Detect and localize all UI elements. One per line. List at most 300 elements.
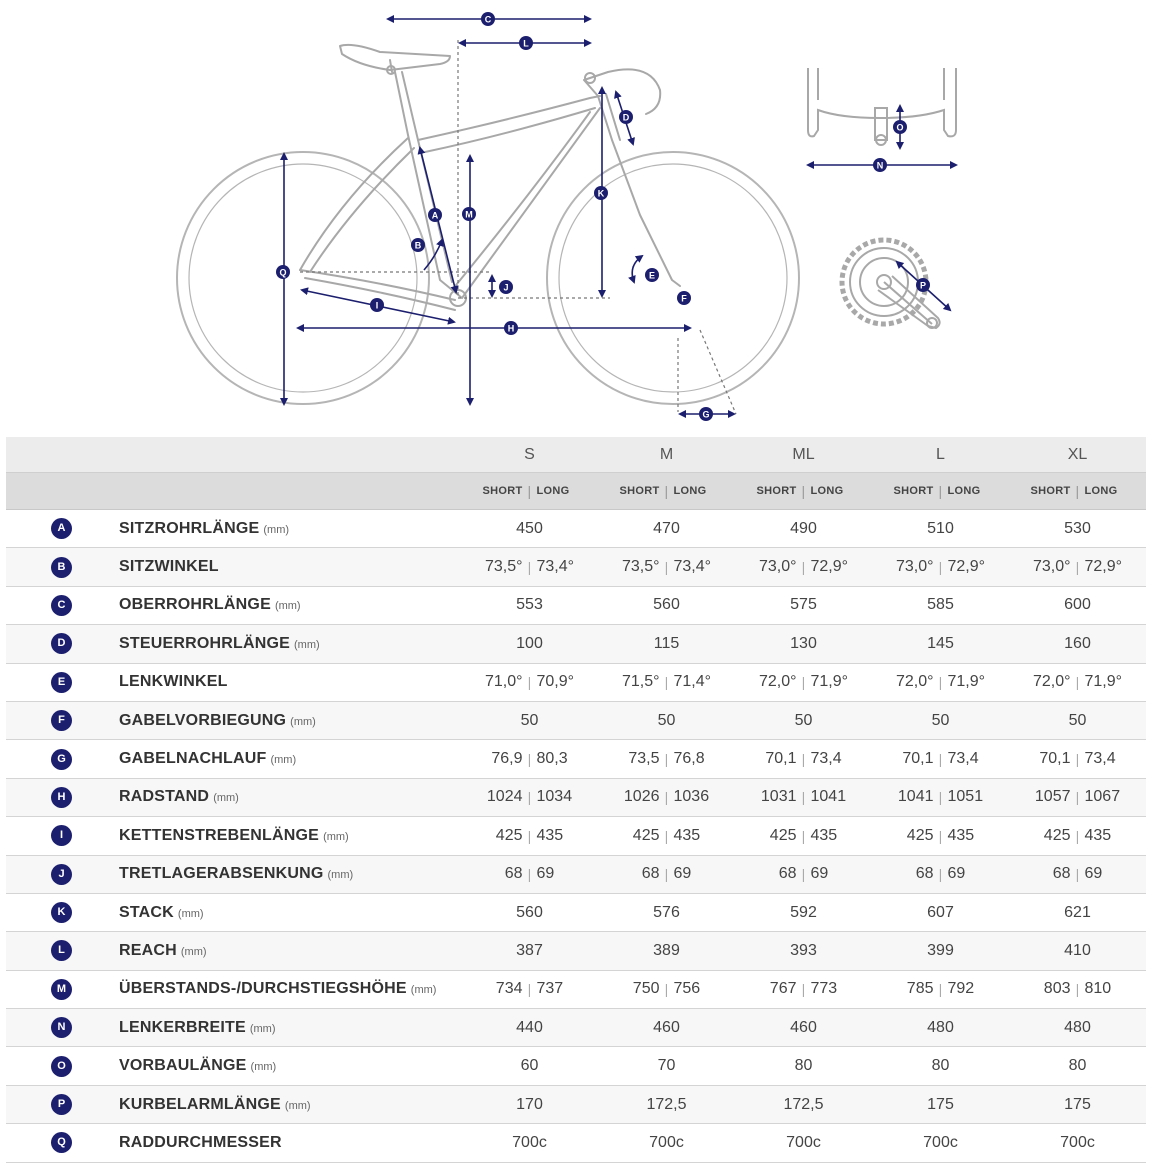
diagram-badge-o: [893, 120, 907, 134]
parameter-unit: (mm): [177, 907, 204, 920]
value-s: 76,9 | 80,3: [461, 740, 598, 778]
value-single: 70: [657, 1057, 676, 1075]
value-l: [872, 1009, 1009, 1047]
value-m: [598, 1047, 735, 1085]
value-single: 480: [1064, 1018, 1091, 1036]
row-badge: Q: [51, 1132, 72, 1153]
value-single: 50: [657, 711, 676, 729]
short-long-m: SHORT | LONG: [598, 473, 735, 510]
value-single: 560: [516, 903, 543, 921]
size-xl: XL: [1009, 437, 1146, 473]
value-ml: [735, 586, 872, 624]
geometry-table-body: [6, 510, 1146, 1163]
long-label: LONG: [536, 485, 570, 497]
value-ml: [735, 1085, 872, 1123]
value-long: 1051: [947, 788, 984, 806]
value-long: 69: [536, 865, 555, 883]
value-l: 785 | 792: [872, 970, 1009, 1008]
value-s: 425 | 435: [461, 817, 598, 855]
value-m: 68 | 69: [598, 855, 735, 893]
row-badge: G: [51, 749, 72, 770]
parameter-unit: (mm): [323, 830, 349, 843]
parameter-name: ÜBERSTANDS-/DURCHSTIEGSHÖHE: [119, 980, 407, 998]
bike-geometry-svg: [0, 0, 1155, 436]
value-short: 71,5°: [621, 673, 660, 691]
value-short: 1026: [623, 788, 660, 806]
svg-text:Q: Q: [279, 267, 287, 278]
value-single: 80: [1068, 1057, 1087, 1075]
value-l: [872, 932, 1009, 970]
long-label: LONG: [673, 485, 707, 497]
svg-text:P: P: [919, 280, 927, 291]
svg-text:I: I: [375, 300, 379, 311]
value-single: 440: [516, 1018, 543, 1036]
value-long: 1036: [673, 788, 710, 806]
row-badge: O: [51, 1056, 72, 1077]
value-single: 560: [653, 596, 680, 614]
value-xl: [1009, 625, 1146, 663]
value-s: [461, 701, 598, 739]
value-ml: 70,1 | 73,4: [735, 740, 872, 778]
long-label: LONG: [1084, 485, 1118, 497]
value-ml: [735, 932, 872, 970]
short-long-l: SHORT | LONG: [872, 473, 1009, 510]
parameter-name: SITZROHRLÄNGE: [119, 519, 260, 537]
parameter-name: KURBELARMLÄNGE: [119, 1095, 281, 1113]
value-ml: [735, 893, 872, 931]
parameter-name: SITZWINKEL: [119, 558, 219, 576]
value-l: 425 | 435: [872, 817, 1009, 855]
value-l: 70,1 | 73,4: [872, 740, 1009, 778]
parameter-unit: (mm): [410, 984, 437, 997]
short-label: SHORT: [619, 485, 660, 497]
diagram-badge-i: [370, 298, 384, 312]
table-row-e: [6, 663, 1146, 701]
value-ml: [735, 625, 872, 663]
value-ml: [735, 1009, 872, 1047]
short-label: SHORT: [482, 485, 523, 497]
value-long: 1041: [810, 788, 847, 806]
parameter-unit: (mm): [270, 754, 297, 767]
value-single: 700c: [786, 1133, 821, 1151]
value-short: 76,9: [491, 750, 523, 768]
value-single: 600: [1064, 596, 1091, 614]
value-long: 435: [536, 826, 564, 844]
parameter-name: TRETLAGERABSENKUNG: [119, 865, 324, 883]
value-long: 435: [673, 826, 701, 844]
parameter-unit: (mm): [263, 523, 290, 536]
value-xl: 73,0° | 72,9°: [1009, 548, 1146, 586]
svg-text:F: F: [681, 293, 687, 304]
value-xl: [1009, 701, 1146, 739]
row-badge: L: [51, 940, 72, 961]
value-ml: 767 | 773: [735, 970, 872, 1008]
value-long: 435: [810, 826, 838, 844]
parameter-unit: (mm): [290, 715, 316, 728]
row-badge: C: [51, 595, 72, 616]
value-single: 621: [1064, 903, 1091, 921]
parameter-name: VORBAULÄNGE: [119, 1057, 247, 1075]
value-s: 734 | 737: [461, 970, 598, 1008]
value-long: 73,4: [947, 750, 979, 768]
short-long-s: SHORT | LONG: [461, 473, 598, 510]
parameter-name: GABELNACHLAUF: [119, 750, 267, 768]
value-long: 71,9°: [810, 673, 849, 691]
value-xl: [1009, 510, 1146, 548]
parameter-unit: (mm): [213, 792, 239, 805]
value-ml: 73,0° | 72,9°: [735, 548, 872, 586]
row-badge: M: [51, 979, 72, 1000]
crankset-detail: [842, 240, 950, 328]
value-long: 73,4°: [536, 558, 575, 576]
value-single: 700c: [923, 1133, 958, 1151]
value-xl: 425 | 435: [1009, 817, 1146, 855]
value-long: 1067: [1084, 788, 1121, 806]
value-long: 810: [1084, 980, 1112, 998]
diagram-badge-m: [462, 207, 476, 221]
parameter-name: OBERROHRLÄNGE: [119, 596, 271, 614]
table-row-g: [6, 740, 1146, 778]
table-row-j: [6, 855, 1146, 893]
value-single: 592: [790, 903, 817, 921]
diagram-badge-b: [411, 238, 425, 252]
value-long: 1034: [536, 788, 573, 806]
value-xl: [1009, 1085, 1146, 1123]
value-short: 73,5°: [621, 558, 660, 576]
value-single: 460: [790, 1018, 817, 1036]
value-short: 70,1: [1039, 750, 1071, 768]
value-short: 785: [906, 980, 934, 998]
value-long: 69: [673, 865, 692, 883]
parameter-unit: (mm): [284, 1099, 311, 1112]
value-single: 387: [516, 941, 543, 959]
value-long: 80,3: [536, 750, 568, 768]
table-row-m: [6, 970, 1146, 1008]
value-single: 160: [1064, 634, 1091, 652]
value-s: 73,5° | 73,4°: [461, 548, 598, 586]
value-short: 72,0°: [895, 673, 934, 691]
value-single: 510: [927, 519, 954, 537]
value-single: 460: [653, 1018, 680, 1036]
value-short: 68: [1052, 865, 1071, 883]
value-s: 1024 | 1034: [461, 778, 598, 816]
table-row-l: [6, 932, 1146, 970]
value-single: 130: [790, 634, 817, 652]
value-short: 68: [504, 865, 523, 883]
value-s: 71,0° | 70,9°: [461, 663, 598, 701]
short-label: SHORT: [893, 485, 934, 497]
value-short: 425: [632, 826, 660, 844]
value-single: 50: [931, 711, 950, 729]
value-single: 399: [927, 941, 954, 959]
value-ml: [735, 510, 872, 548]
diagram-badge-p: [916, 278, 930, 292]
value-short: 72,0°: [1032, 673, 1071, 691]
value-short: 1024: [486, 788, 523, 806]
value-single: 700c: [649, 1133, 684, 1151]
table-row-q: [6, 1124, 1146, 1162]
value-s: [461, 1009, 598, 1047]
parameter-name: RADSTAND: [119, 788, 210, 806]
short-long-ml: SHORT | LONG: [735, 473, 872, 510]
value-short: 72,0°: [758, 673, 797, 691]
value-short: 425: [906, 826, 934, 844]
parameter-unit: (mm): [294, 638, 320, 651]
row-badge: J: [51, 864, 72, 885]
value-m: 71,5° | 71,4°: [598, 663, 735, 701]
value-s: 68 | 69: [461, 855, 598, 893]
table-row-f: [6, 701, 1146, 739]
value-ml: 425 | 435: [735, 817, 872, 855]
svg-text:G: G: [702, 409, 710, 420]
value-single: 175: [927, 1095, 954, 1113]
size-ml: ML: [735, 437, 872, 473]
value-single: 80: [931, 1057, 950, 1075]
rear-wheel: [177, 152, 429, 404]
value-short: 73,0°: [1032, 558, 1071, 576]
value-long: 72,9°: [1084, 558, 1123, 576]
value-single: 172,5: [646, 1095, 687, 1113]
parameter-name: RADDURCHMESSER: [119, 1133, 282, 1151]
value-single: 553: [516, 596, 543, 614]
svg-text:B: B: [414, 240, 422, 251]
parameter-unit: (mm): [274, 600, 301, 613]
value-single: 700c: [1060, 1133, 1095, 1151]
diagram-badge-h: [504, 321, 518, 335]
value-l: [872, 1124, 1009, 1162]
value-single: 172,5: [783, 1095, 824, 1113]
value-s: [461, 1047, 598, 1085]
value-single: 115: [653, 634, 680, 652]
value-short: 73,0°: [758, 558, 797, 576]
value-l: [872, 701, 1009, 739]
diagram-badge-a: [428, 208, 442, 222]
value-ml: [735, 701, 872, 739]
value-short: 425: [769, 826, 797, 844]
value-single: 470: [653, 519, 680, 537]
short-label: SHORT: [756, 485, 797, 497]
value-m: [598, 586, 735, 624]
value-long: 435: [947, 826, 975, 844]
value-single: 490: [790, 519, 817, 537]
svg-text:E: E: [648, 270, 656, 281]
value-long: 73,4°: [673, 558, 712, 576]
value-long: 756: [673, 980, 701, 998]
value-long: 737: [536, 980, 564, 998]
parameter-unit: (mm): [250, 1061, 277, 1074]
value-ml: [735, 1124, 872, 1162]
value-l: 73,0° | 72,9°: [872, 548, 1009, 586]
parameter-unit: (mm): [180, 945, 207, 958]
value-m: [598, 1085, 735, 1123]
front-wheel: [547, 152, 799, 404]
value-single: 175: [1064, 1095, 1091, 1113]
value-long: 435: [1084, 826, 1112, 844]
value-xl: [1009, 1124, 1146, 1162]
value-l: [872, 625, 1009, 663]
size-s: S: [461, 437, 598, 473]
parameter-name: LENKERBREITE: [119, 1018, 246, 1036]
diagram-badge-d: [619, 110, 633, 124]
value-s: [461, 932, 598, 970]
handlebar-detail: [808, 68, 956, 165]
table-row-b: [6, 548, 1146, 586]
diagram-badge-q: [276, 265, 290, 279]
value-short: 71,0°: [484, 673, 523, 691]
value-m: 1026 | 1036: [598, 778, 735, 816]
short-long-xl: SHORT | LONG: [1009, 473, 1146, 510]
value-l: [872, 586, 1009, 624]
size-m: M: [598, 437, 735, 473]
value-single: 530: [1064, 519, 1091, 537]
value-xl: 72,0° | 71,9°: [1009, 663, 1146, 701]
diagram-badge-f: [677, 291, 691, 305]
value-long: 69: [947, 865, 966, 883]
value-short: 425: [495, 826, 523, 844]
value-single: 50: [794, 711, 813, 729]
value-single: 50: [520, 711, 539, 729]
value-long: 76,8: [673, 750, 705, 768]
row-badge: D: [51, 633, 72, 654]
diagram-badge-g: [699, 407, 713, 421]
value-ml: 72,0° | 71,9°: [735, 663, 872, 701]
value-ml: [735, 1047, 872, 1085]
diagram-badge-l: [519, 36, 533, 50]
svg-text:N: N: [876, 160, 884, 171]
diagram-badge-j: [499, 280, 513, 294]
table-row-o: [6, 1047, 1146, 1085]
row-badge: A: [51, 518, 72, 539]
value-s: [461, 586, 598, 624]
diagram-badge-c: [481, 12, 495, 26]
value-long: 71,9°: [1084, 673, 1123, 691]
value-m: 750 | 756: [598, 970, 735, 1008]
parameter-name: STEUERROHRLÄNGE: [119, 634, 291, 652]
svg-text:M: M: [465, 209, 473, 220]
value-l: [872, 1085, 1009, 1123]
value-short: 68: [915, 865, 934, 883]
table-row-d: [6, 625, 1146, 663]
value-long: 70,9°: [536, 673, 575, 691]
size-header-row: [6, 437, 1146, 473]
parameter-unit: (mm): [249, 1022, 276, 1035]
value-single: 170: [516, 1095, 543, 1113]
value-xl: 68 | 69: [1009, 855, 1146, 893]
parameter-name: LENKWINKEL: [119, 673, 228, 691]
value-l: 68 | 69: [872, 855, 1009, 893]
value-m: 425 | 435: [598, 817, 735, 855]
value-l: 1041 | 1051: [872, 778, 1009, 816]
row-badge: H: [51, 787, 72, 808]
value-s: [461, 1124, 598, 1162]
value-single: 480: [927, 1018, 954, 1036]
value-m: 73,5 | 76,8: [598, 740, 735, 778]
value-long: 69: [810, 865, 829, 883]
svg-text:O: O: [896, 122, 904, 133]
diagram-badge-k: [594, 186, 608, 200]
long-label: LONG: [947, 485, 981, 497]
value-ml: 68 | 69: [735, 855, 872, 893]
row-badge: N: [51, 1017, 72, 1038]
value-long: 69: [1084, 865, 1103, 883]
value-short: 68: [778, 865, 797, 883]
value-long: 72,9°: [810, 558, 849, 576]
value-m: [598, 1009, 735, 1047]
table-row-p: [6, 1085, 1146, 1123]
value-short: 767: [769, 980, 797, 998]
value-long: 73,4: [1084, 750, 1116, 768]
value-m: 73,5° | 73,4°: [598, 548, 735, 586]
value-short: 73,5: [628, 750, 660, 768]
svg-text:D: D: [622, 112, 630, 123]
svg-text:L: L: [523, 38, 529, 49]
bike-geometry-diagram: [0, 0, 1155, 436]
table-row-c: [6, 586, 1146, 624]
value-m: [598, 1124, 735, 1162]
value-single: 585: [927, 596, 954, 614]
value-xl: [1009, 932, 1146, 970]
svg-text:H: H: [507, 323, 515, 334]
size-l: L: [872, 437, 1009, 473]
row-badge: K: [51, 902, 72, 923]
value-s: [461, 893, 598, 931]
value-m: [598, 893, 735, 931]
value-single: 50: [1068, 711, 1087, 729]
row-badge: I: [51, 825, 72, 846]
value-xl: [1009, 1047, 1146, 1085]
svg-text:K: K: [597, 188, 605, 199]
value-short: 803: [1043, 980, 1071, 998]
parameter-name: KETTENSTREBENLÄNGE: [119, 826, 320, 844]
value-single: 145: [927, 634, 954, 652]
value-single: 607: [927, 903, 954, 921]
value-l: [872, 1047, 1009, 1085]
diagram-badge-e: [645, 268, 659, 282]
value-long: 792: [947, 980, 975, 998]
long-label: LONG: [810, 485, 844, 497]
value-s: [461, 625, 598, 663]
table-row-k: [6, 893, 1146, 931]
value-single: 389: [653, 941, 680, 959]
value-l: 72,0° | 71,9°: [872, 663, 1009, 701]
table-row-h: [6, 778, 1146, 816]
value-xl: [1009, 586, 1146, 624]
value-xl: 1057 | 1067: [1009, 778, 1146, 816]
value-xl: [1009, 1009, 1146, 1047]
row-badge: E: [51, 672, 72, 693]
value-short: 68: [641, 865, 660, 883]
value-short: 1057: [1034, 788, 1071, 806]
value-s: [461, 510, 598, 548]
value-single: 410: [1064, 941, 1091, 959]
value-l: [872, 510, 1009, 548]
svg-text:J: J: [503, 282, 509, 293]
value-long: 71,4°: [673, 673, 712, 691]
dim-e: [632, 256, 642, 282]
row-badge: P: [51, 1094, 72, 1115]
diagram-badge-n: [873, 158, 887, 172]
value-short: 73,5°: [484, 558, 523, 576]
value-m: [598, 625, 735, 663]
short-label: SHORT: [1030, 485, 1071, 497]
value-single: 575: [790, 596, 817, 614]
value-l: [872, 893, 1009, 931]
value-m: [598, 510, 735, 548]
value-short: 1031: [760, 788, 797, 806]
value-m: [598, 701, 735, 739]
geometry-table: [6, 437, 1146, 1163]
value-single: 100: [516, 634, 543, 652]
